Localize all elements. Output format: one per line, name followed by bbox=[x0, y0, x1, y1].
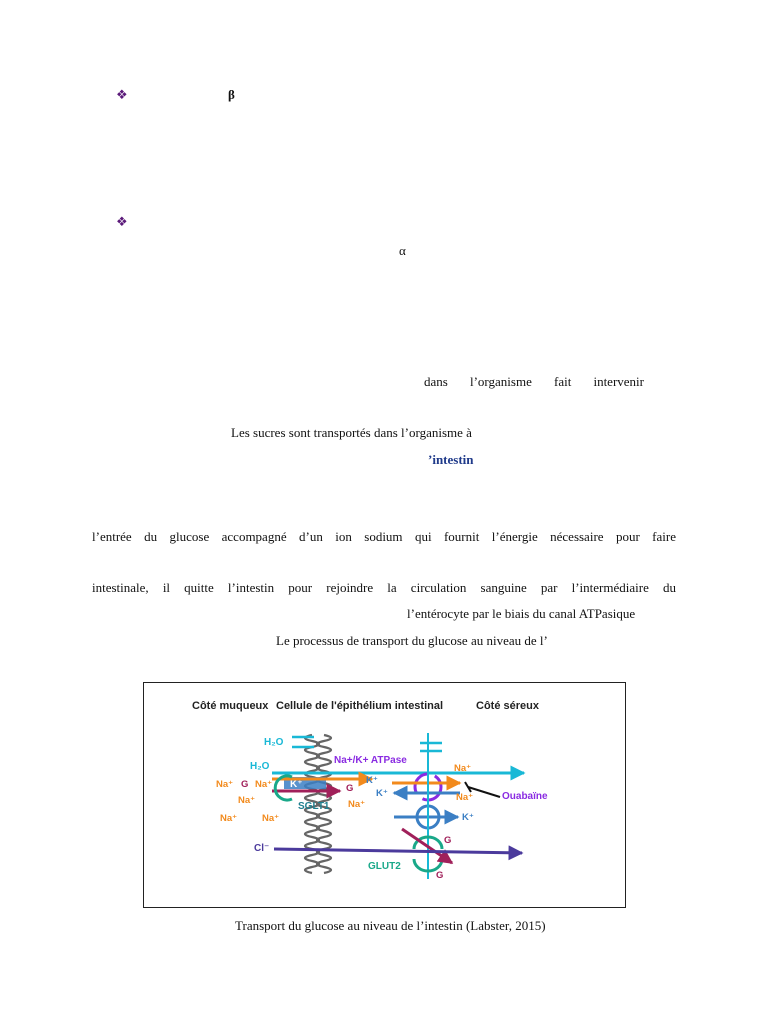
header-left: Côté muqueux bbox=[192, 700, 269, 712]
text-line: Le processus de transport du glucose au niveau de l’ bbox=[276, 633, 548, 648]
text-line: l’entrée du glucose accompagné d’un ion sodium qui fournit l’énergie nécessaire pour faire bbox=[92, 529, 676, 544]
na-label: Na⁺ bbox=[348, 799, 366, 810]
na-label: Na⁺ bbox=[255, 779, 273, 790]
sglt1-label: SGLT1 bbox=[298, 801, 330, 812]
glut2-label: GLUT2 bbox=[368, 861, 401, 872]
figure-caption: Transport du glucose au niveau de l’intestin (Labster, 2015) bbox=[235, 918, 546, 933]
k-label: K⁺ bbox=[366, 775, 378, 786]
atpase-label: Na+/K+ ATPase bbox=[334, 755, 407, 766]
k-channel-label: K⁺ bbox=[290, 779, 303, 790]
text-line: l’entérocyte par le biais du canal ATPasique bbox=[407, 606, 636, 621]
text-line: Les sucres sont transportés dans l’organisme à bbox=[231, 425, 472, 440]
bullet-icon: ❖ bbox=[116, 87, 128, 102]
na-label: Na⁺ bbox=[456, 792, 474, 803]
k-label: K⁺ bbox=[376, 788, 388, 799]
glucose-label: G bbox=[241, 779, 249, 790]
transport-diagram bbox=[144, 683, 625, 907]
k-label: K⁺ bbox=[462, 812, 474, 823]
glucose-label: G bbox=[346, 783, 354, 794]
na-label: Na⁺ bbox=[454, 763, 472, 774]
na-label: Na⁺ bbox=[238, 795, 256, 806]
aquaporin-channel bbox=[292, 737, 442, 751]
beta-symbol: β bbox=[228, 87, 235, 102]
cl-label: Cl⁻ bbox=[254, 843, 270, 854]
na-label: Na⁺ bbox=[216, 779, 234, 790]
h2o-top-label: H₂O bbox=[264, 737, 284, 748]
header-center: Cellule de l'épithélium intestinal bbox=[276, 700, 444, 712]
na-label: Na⁺ bbox=[220, 813, 238, 824]
h2o-label: H₂O bbox=[250, 761, 270, 772]
text-line: dans l’organisme fait intervenir bbox=[424, 374, 644, 389]
glucose-label: G bbox=[436, 870, 444, 881]
text-line-highlight: ’intestin bbox=[428, 452, 474, 467]
alpha-symbol: α bbox=[399, 243, 406, 258]
ouabaine-label: Ouabaïne bbox=[502, 791, 548, 802]
header-right: Côté séreux bbox=[476, 700, 539, 712]
bullet-icon: ❖ bbox=[116, 214, 128, 229]
text-line: intestinale, il quitte l’intestin pour rejoindre la circulation sanguine par l’intermédiaire du bbox=[92, 580, 676, 595]
glucose-label: G bbox=[444, 835, 452, 846]
glucose-transport-figure bbox=[143, 682, 626, 908]
chloride-arrow bbox=[274, 849, 522, 853]
na-label: Na⁺ bbox=[262, 813, 280, 824]
